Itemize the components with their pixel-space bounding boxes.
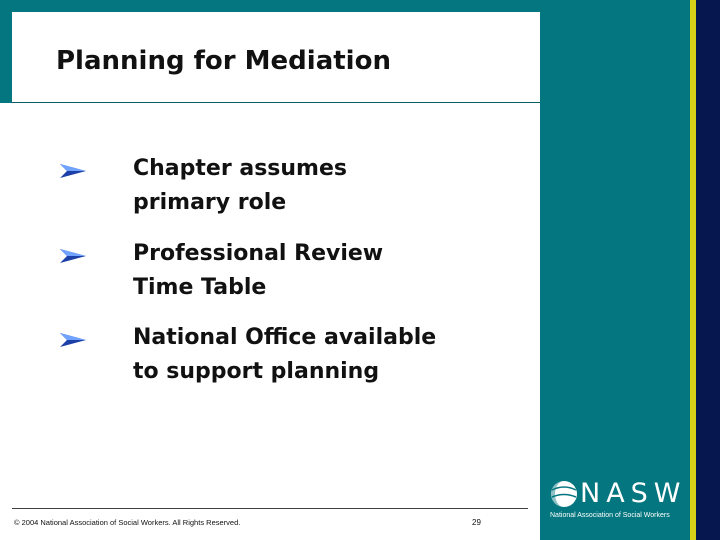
- bullet-item: [0, 327, 540, 417]
- bullet-item: [0, 158, 540, 248]
- bullet-text: Chapter assumes primary role: [133, 156, 347, 215]
- bullet-item: [0, 243, 540, 333]
- footer-divider: [12, 508, 528, 509]
- bullet-text: National Office available to support planning: [133, 325, 437, 384]
- navy-band: [696, 0, 720, 540]
- arrow-bullet-icon: [60, 249, 86, 263]
- slide-title: Planning for Mediation: [56, 46, 391, 76]
- copyright-text: © 2004 National Association of Social Workers. All Rights Reserved.: [14, 518, 241, 527]
- sun-globe-icon: [550, 480, 578, 508]
- bullet-text: Professional Review Time Table: [133, 241, 384, 300]
- logo-letters: NASW: [580, 478, 687, 509]
- nasw-logo: [550, 478, 687, 522]
- logo-tagline: National Association of Social Workers: [550, 512, 670, 519]
- page-number: 29: [472, 518, 481, 527]
- arrow-bullet-icon: [60, 164, 86, 178]
- arrow-bullet-icon: [60, 333, 86, 347]
